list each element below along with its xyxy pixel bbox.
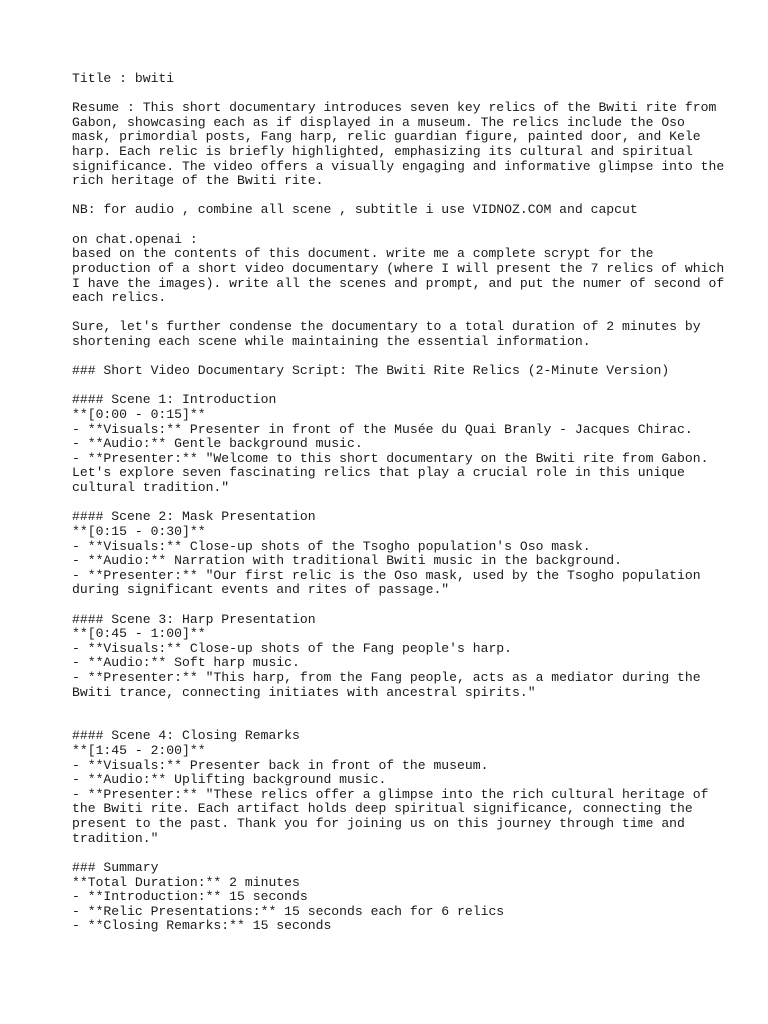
text-line: rich heritage of the Bwiti rite. (72, 173, 324, 189)
text-line: **[1:45 - 2:00]** (72, 743, 206, 759)
text-line: - **Visuals:** Close-up shots of the Tsogho population's Oso mask. (72, 538, 591, 554)
text-line: - **Audio:** Gentle background music. (72, 436, 363, 452)
blank-line (72, 306, 712, 321)
text-line: - **Audio:** Soft harp music. (72, 655, 300, 671)
text-line: the Bwiti rite. Each artifact holds deep spiritual significance, connecting the (72, 801, 693, 817)
text-line: Gabon, showcasing each as if displayed in a museum. The relics include the Oso (72, 114, 685, 130)
text-line: NB: for audio , combine all scene , subtitle i use VIDNOZ.COM and capcut (72, 202, 638, 218)
text-line: each relics. (72, 290, 167, 306)
blank-line (72, 598, 712, 613)
blank-line (72, 715, 712, 730)
text-line: tradition." (72, 830, 159, 846)
text-line: #### Scene 4: Closing Remarks (72, 728, 300, 744)
text-line: **[0:00 - 0:15]** (72, 407, 206, 423)
text-line: #### Scene 3: Harp Presentation (72, 611, 316, 627)
text-line: cultural tradition." (72, 480, 230, 496)
text-line: - **Presenter:** "This harp, from the Fang people, acts as a mediator during the (72, 669, 701, 685)
text-line: ### Summary (72, 859, 159, 875)
blank-line (72, 350, 712, 365)
text-line: - **Visuals:** Presenter in front of the Musée du Quai Branly - Jacques Chirac. (72, 421, 693, 437)
text-line: Sure, let's further condense the documentary to a total duration of 2 minutes by (72, 319, 701, 335)
text-line: present to the past. Thank you for joining us on this journey through time and (72, 816, 685, 832)
text-line: shortening each scene while maintaining the essential information. (72, 333, 591, 349)
text-line: #### Scene 1: Introduction (72, 392, 277, 408)
text-line: #### Scene 2: Mask Presentation (72, 509, 316, 525)
text-line: harp. Each relic is briefly highlighted, emphasizing its cultural and spiritual (72, 144, 693, 160)
document-page (72, 71, 725, 934)
text-line: - **Presenter:** "Our first relic is the Oso mask, used by the Tsogho population (72, 567, 701, 583)
text-line: Let's explore seven fascinating relics that play a crucial role in this unique (72, 465, 685, 481)
text-line: **Total Duration:** 2 minutes (72, 874, 300, 890)
text-line: I have the images). write all the scenes and prompt, and put the numer of second of (72, 275, 725, 291)
text-line: - **Visuals:** Close-up shots of the Fang people's harp. (72, 640, 513, 656)
blank-line (72, 379, 712, 394)
text-line: ### Short Video Documentary Script: The Bwiti Rite Relics (2-Minute Version) (72, 363, 670, 379)
text-line: on chat.openai : (72, 231, 198, 247)
text-line: **[0:15 - 0:30]** (72, 523, 206, 539)
blank-line (72, 218, 712, 233)
text-line: - **Relic Presentations:** 15 seconds each for 6 relics (72, 903, 505, 919)
text-line: **[0:45 - 1:00]** (72, 626, 206, 642)
text-line: - **Presenter:** "These relics offer a glimpse into the rich cultural heritage of (72, 786, 709, 802)
text-line: - **Closing Remarks:** 15 seconds (72, 918, 332, 934)
text-line: - **Presenter:** "Welcome to this short documentary on the Bwiti rite from Gabon. (72, 450, 709, 466)
blank-line (72, 189, 712, 204)
text-line: based on the contents of this document. write me a complete scrypt for the (72, 246, 654, 262)
blank-line (72, 846, 712, 861)
text-line: during significant events and rites of passage." (72, 582, 450, 598)
text-line: - **Introduction:** 15 seconds (72, 889, 308, 905)
blank-line (72, 700, 712, 715)
text-line: significance. The video offers a visually engaging and informative glimpse into the (72, 158, 725, 174)
text-line: production of a short video documentary (where I will present the 7 relics of which (72, 260, 725, 276)
text-line: Title : bwiti (72, 71, 175, 86)
text-line: - **Audio:** Narration with traditional Bwiti music in the background. (72, 553, 623, 569)
blank-line (72, 87, 712, 102)
text-line: Bwiti trance, connecting initiates with ancestral spirits." (72, 684, 536, 700)
text-line: Resume : This short documentary introduces seven key relics of the Bwiti rite from (72, 100, 717, 116)
text-line: mask, primordial posts, Fang harp, relic guardian figure, painted door, and Kele (72, 129, 701, 145)
text-line: - **Visuals:** Presenter back in front of the museum. (72, 757, 489, 773)
text-line: - **Audio:** Uplifting background music. (72, 772, 387, 788)
blank-line (72, 496, 712, 511)
